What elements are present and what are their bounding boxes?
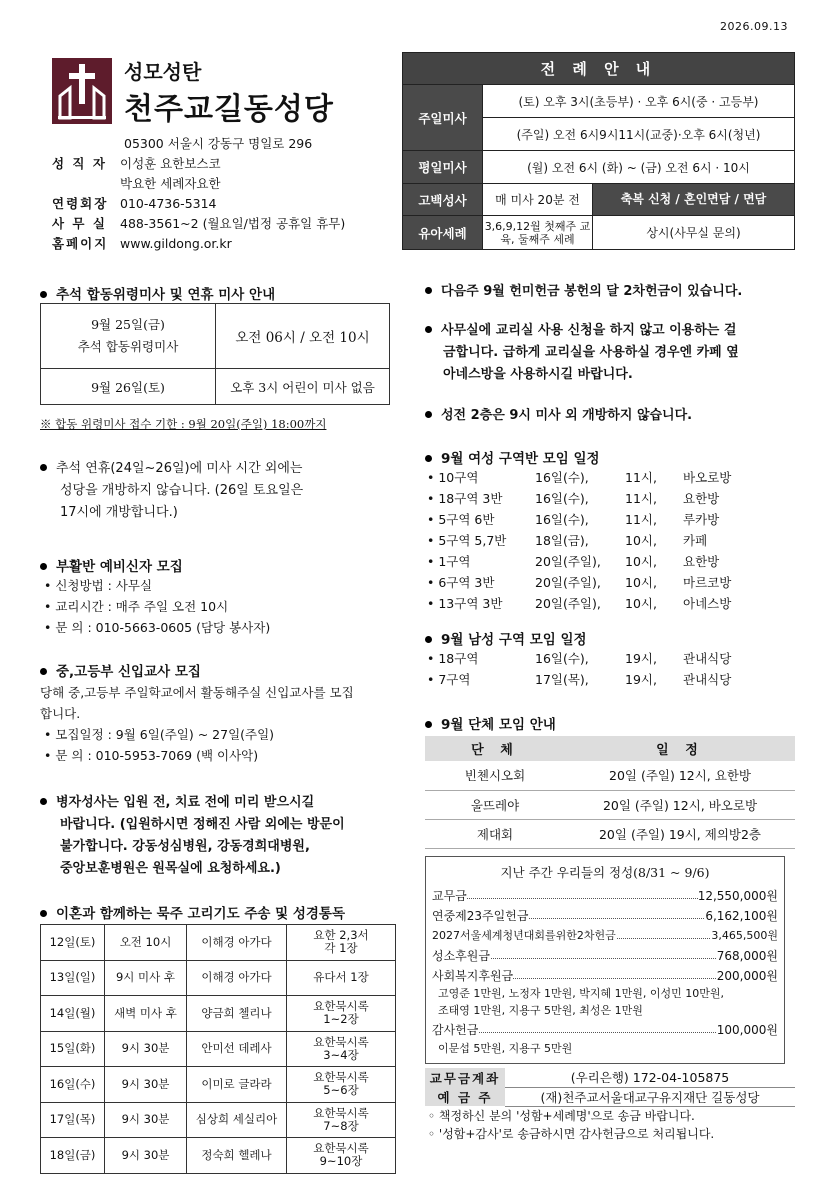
reading-cell: 요한 2,3서 각 1장 <box>287 925 396 961</box>
notice-l3: 아네스방을 사용하시길 바랍니다. <box>443 367 633 382</box>
list-item: • 5구역 6반 16일(수), 11시, 루카방 <box>427 512 720 527</box>
list-item: • 모집일정 : 9월 6일(주일) ~ 27일(주일) <box>44 727 275 742</box>
account-key: 예 금 주 <box>425 1087 505 1106</box>
classroom-notice <box>425 320 739 386</box>
account-note: ◦ 책정하신 분의 '성함+세례명'으로 송금 바랍니다. <box>428 1109 695 1123</box>
reading-cell: 요한묵시록 1~2장 <box>287 996 396 1032</box>
org-table <box>425 736 795 849</box>
teacher-l1: 당해 중,고등부 주일학교에서 활동해주실 신입교사를 모집 <box>40 685 354 700</box>
table-row: 13일(일) 9시 미사 후 이해경 아가다 유다서 1장 <box>41 960 396 996</box>
list-item: • 18구역 3반 16일(수), 11시, 요한방 <box>427 491 720 506</box>
infant-baptism-note: 상시(사무실 문의) <box>593 216 795 250</box>
offering-box: 지난 주간 우리들의 정성(8/31 ~ 9/6) 교무금 12,550,000원 연중제23주일헌금 6,162,100원 2027서울세계청년대회를위한2차헌금 3,465,500원 성소후원금 768,000원 사회복지후원금 200,000원 고영준 1만원, 노정자 1만원, 박지혜 1만원, 이성민 10만원, 조태영 1만원, 지용구 5만원, 최성은 1만원 감사헌금 100,000원 이문섭 5만원, 지용구 5만원 <box>425 856 785 1064</box>
chuseok-day1-time: 오전 06시 / 오전 10시 <box>216 304 390 369</box>
list-item: • 18구역 16일(수), 19시, 관내식당 <box>427 651 732 666</box>
prayer-title <box>40 902 345 922</box>
org-title <box>425 713 556 733</box>
bullet-icon <box>425 411 432 418</box>
table-row: 15일(화) 9시 30분 안미선 데레사 요한묵시록 3~4장 <box>41 1031 396 1067</box>
chuseok-table <box>40 303 390 405</box>
bullet-icon <box>40 910 47 917</box>
list-item: • 교리시간 : 매주 주일 오전 10시 <box>44 599 229 614</box>
holiday-l2: 성당을 개방하지 않습니다. (26일 토요일은 <box>60 483 304 498</box>
prayer-title-text: 이혼과 함께하는 묵주 고리기도 주송 및 성경통독 <box>56 906 346 922</box>
info-key: 성 직 자 <box>52 156 107 171</box>
list-item: • 문 의 : 010-5663-0605 (담당 봉사자) <box>44 620 271 635</box>
account-notes <box>428 1107 714 1143</box>
holiday-notice <box>40 458 303 524</box>
info-homepage <box>52 234 232 252</box>
church-name: 천주교길동성당 <box>124 92 334 127</box>
list-item: • 13구역 3반 20일(주일), 10시, 아네스방 <box>427 596 732 611</box>
info-funeral <box>52 194 217 212</box>
donor-list: 조태영 1만원, 지용구 5만원, 최성은 1만원 <box>438 1004 643 1017</box>
org-col-header: 단 체 <box>425 736 565 761</box>
reading-cell: 요한묵시록 5~6장 <box>287 1067 396 1103</box>
table-row: 16일(수) 9시 30분 이미로 글라라 요한묵시록 5~6장 <box>41 1067 396 1103</box>
cross-logo-icon <box>52 58 112 124</box>
list-item: • 5구역 5,7반 18일(금), 10시, 카페 <box>427 533 708 548</box>
reading-cell: 요한묵시록 7~8장 <box>287 1102 396 1138</box>
list-item: • 7구역 17일(목), 19시, 관내식당 <box>427 672 732 687</box>
bullet-icon <box>40 563 47 570</box>
teacher-l2: 합니다. <box>40 706 81 721</box>
holiday-l1: 추석 연휴(24일~26일)에 미사 시간 외에는 <box>56 461 303 476</box>
info-key: 사 무 실 <box>52 216 107 231</box>
church-logo <box>52 58 112 124</box>
sick-notice <box>40 792 345 880</box>
worship-table <box>402 52 795 250</box>
org-col-header: 일 정 <box>565 736 795 761</box>
info-priest <box>52 154 221 172</box>
sick-l2: 바랍니다. (입원하시면 정해진 사람 외에는 방문이 <box>60 817 345 832</box>
table-row: 제대회 20일 (주일) 19시, 제의방2층 <box>425 819 795 848</box>
sunday-mass-label: 주일미사 <box>403 85 483 151</box>
account-table <box>425 1068 795 1107</box>
prayer-table <box>40 924 396 1174</box>
list-item: • 문 의 : 010-5953-7069 (백 이사악) <box>44 748 259 763</box>
teacher-body <box>40 682 354 766</box>
infant-baptism-schedule: 3,6,9,12월 첫째주 교육, 둘째주 세례 <box>483 216 593 250</box>
sick-l4: 중앙보훈병원은 원목실에 요청하세요.) <box>60 861 281 876</box>
account-note: ◦ '성함+감사'로 송금하시면 감사헌금으로 처리됩니다. <box>428 1127 715 1141</box>
info-value: 이성훈 요한보스코 <box>120 156 221 171</box>
offering-month-notice <box>425 281 742 303</box>
bullet-icon <box>40 291 47 298</box>
men-group-list <box>427 648 731 690</box>
chuseok-note: ※ 합동 위령미사 접수 기한 : 9월 20일(주일) 18:00까지 <box>40 417 327 431</box>
weekday-mass: (월) 오전 6시 (화) ~ (금) 오전 6시 · 10시 <box>483 151 795 184</box>
table-row: 12일(토) 오전 10시 이해경 아가다 요한 2,3서 각 1장 <box>41 925 396 961</box>
chuseok-day2-time: 오후 3시 어린이 미사 없음 <box>216 369 390 405</box>
church-address: 05300 서울시 강동구 명일로 296 <box>124 136 313 151</box>
sick-l3: 불가합니다. 강동성심병원, 강동경희대병원, <box>60 839 310 854</box>
table-row: 17일(목) 9시 30분 심상희 세실리아 요한묵시록 7~8장 <box>41 1102 396 1138</box>
men-title-text: 9월 남성 구역 모임 일정 <box>441 632 587 648</box>
men-group-title <box>425 628 587 648</box>
teacher-title <box>40 660 201 680</box>
catechumen-list <box>44 575 270 638</box>
bullet-icon <box>40 668 47 675</box>
donor-list: 이문섭 5만원, 지용구 5만원 <box>438 1042 573 1055</box>
worship-title: 전 례 안 내 <box>403 53 795 85</box>
chuseok-title <box>40 283 275 303</box>
info-value: 박요한 세례자요한 <box>120 176 221 191</box>
teacher-title-text: 중,고등부 신입교사 모집 <box>56 664 201 680</box>
offering-title: 지난 주간 우리들의 정성(8/31 ~ 9/6) <box>500 865 710 880</box>
info-value: 010-4736-5314 <box>120 196 217 211</box>
women-group-list <box>427 467 731 614</box>
sunday-mass-1: (토) 오후 3시(초등부) · 오후 6시(중 · 고등부) <box>483 85 795 118</box>
chuseok-title-text: 추석 합동위령미사 및 연휴 미사 안내 <box>56 287 276 303</box>
church-header <box>52 56 402 256</box>
floor-notice <box>425 405 692 427</box>
info-priest-2 <box>52 174 221 192</box>
list-item: • 10구역 16일(수), 11시, 바오로방 <box>427 470 732 485</box>
info-key: 연령회장 <box>52 196 109 211</box>
reading-cell: 요한묵시록 3~4장 <box>287 1031 396 1067</box>
notice-text: 다음주 9월 헌미헌금 봉헌의 달 2차헌금이 있습니다. <box>441 284 743 299</box>
women-group-title <box>425 447 600 467</box>
account-key: 교무금계좌 <box>425 1068 505 1087</box>
table-row: 울뜨레야 20일 (주일) 12시, 바오로방 <box>425 790 795 819</box>
sick-l1: 병자성사는 입원 전, 치료 전에 미리 받으시길 <box>56 795 315 810</box>
infant-baptism-label: 유아세례 <box>403 216 483 250</box>
wedding-note: 축복 신청 / 혼인면담 / 면담 <box>593 184 795 216</box>
bullet-icon <box>425 287 432 294</box>
confession-label: 고백성사 <box>403 184 483 216</box>
list-item: • 6구역 3반 20일(주일), 10시, 마르코방 <box>427 575 732 590</box>
bullet-icon <box>425 636 432 643</box>
reading-cell: 유다서 1장 <box>287 960 396 996</box>
info-value: 488-3561~2 (월요일/법정 공휴일 휴무) <box>120 216 346 231</box>
chuseok-day1-sub: 추석 합동위령미사 <box>77 339 179 354</box>
homepage-link[interactable]: www.gildong.or.kr <box>120 236 232 251</box>
table-row: 14일(월) 새벽 미사 후 양금희 첼리나 요한묵시록 1~2장 <box>41 996 396 1032</box>
bullet-icon <box>425 455 432 462</box>
bullet-icon <box>425 721 432 728</box>
info-key: 홈페이지 <box>52 236 109 251</box>
info-office <box>52 214 345 232</box>
table-row: 18일(금) 9시 30분 정숙희 헬레나 요한묵시록 9~10장 <box>41 1138 396 1174</box>
list-item: • 신청방법 : 사무실 <box>44 578 153 593</box>
list-item: • 1구역 20일(주일), 10시, 요한방 <box>427 554 720 569</box>
bullet-icon <box>40 798 47 805</box>
holiday-l3: 17시에 개방합니다.) <box>60 505 178 520</box>
notice-l2: 금합니다. 급하게 교리실을 사용하실 경우엔 카페 옆 <box>443 345 739 360</box>
reading-cell: 요한묵시록 9~10장 <box>287 1138 396 1174</box>
catechumen-title <box>40 555 183 575</box>
notice-l1: 사무실에 교리실 사용 신청을 하지 않고 이용하는 걸 <box>441 323 737 338</box>
donor-list: 고영준 1만원, 노정자 1만원, 박지혜 1만원, 이성민 10만원, <box>438 987 724 1000</box>
chuseok-day1-date: 9월 25일(금) <box>91 317 165 332</box>
confession-time: 매 미사 20분 전 <box>483 184 593 216</box>
chuseok-day1 <box>41 304 216 369</box>
sunday-mass-2: (주일) 오전 6시9시11시(교중)·오후 6시(청년) <box>483 118 795 151</box>
notice-text: 성전 2층은 9시 미사 외 개방하지 않습니다. <box>441 408 693 423</box>
chuseok-day2-date: 9월 26일(토) <box>41 369 216 405</box>
account-number: (우리은행) 172-04-105875 <box>505 1068 795 1087</box>
account-holder: (재)천주교서울대교구유지재단 길동성당 <box>505 1087 795 1106</box>
table-row: 빈첸시오회 20일 (주일) 12시, 요한방 <box>425 761 795 790</box>
women-title-text: 9월 여성 구역반 모임 일정 <box>441 451 600 467</box>
bullet-icon <box>425 326 432 333</box>
church-subtitle: 성모성탄 <box>124 60 202 84</box>
bulletin-date: 2026.09.13 <box>720 20 788 33</box>
bullet-icon <box>40 464 47 471</box>
org-title-text: 9월 단체 모임 안내 <box>441 717 556 733</box>
weekday-mass-label: 평일미사 <box>403 151 483 184</box>
catechumen-title-text: 부활반 예비신자 모집 <box>56 559 183 575</box>
